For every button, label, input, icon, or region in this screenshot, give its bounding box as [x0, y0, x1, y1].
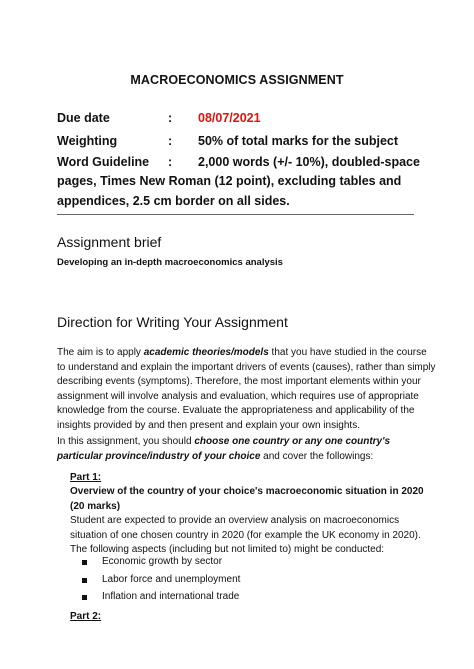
part-1-label: Part 1: [70, 472, 102, 483]
section-heading-direction: Direction for Writing Your Assignment [57, 314, 288, 330]
word-guideline-value: 2,000 words (+/- 10%), doubled-space [198, 155, 420, 169]
paragraph-line: describing events (symptoms). Therefore, the most important elements within your [57, 376, 421, 388]
paragraph-line: Student are expected to provide an overview analysis on macroeconomics [70, 515, 400, 526]
paragraph-line: particular province/industry of your choice and cover the followings: [57, 450, 374, 462]
paragraph-line: assignment will involve analysis and evaluation, which requires use of appropriate [57, 390, 419, 402]
horizontal-divider [57, 214, 414, 215]
paragraph-line [57, 346, 427, 361]
due-date-value: 08/07/2021 [198, 111, 261, 125]
paragraph-instructions [57, 435, 417, 464]
part-1-block [70, 485, 424, 558]
paragraph-line: to understand and explain the important drivers of events (causes), rather than simply [57, 361, 436, 373]
meta-colon: : [168, 111, 173, 125]
meta-label: Weighting [57, 134, 118, 148]
paragraph-line: In this assignment, you should choose one country or any one country's [57, 436, 391, 447]
part-2-label: Part 2: [70, 611, 102, 622]
part-1-title: Overview of the country of your choice's macroeconomic situation in 2020 [70, 486, 424, 497]
paragraph-line: insights provided by and then present and explain your own insights. [57, 419, 360, 431]
list-item-text: Labor force and unemployment [102, 573, 241, 585]
meta-label: Word Guideline [57, 155, 150, 169]
paragraph-line: situation of one chosen country in 2020 (for example the UK economy in 2020). [70, 529, 421, 541]
list-item-text: Economic growth by sector [102, 556, 223, 567]
emphasis-text: choose one country or any one country's [194, 436, 391, 447]
paragraph-line: knowledge from the course. Evaluate the appropriateness and applicability of the [57, 405, 415, 417]
meta-colon: : [168, 155, 173, 169]
meta-continuation: pages, Times New Roman (12 point), excluding tables and [57, 174, 402, 188]
brief-subtitle: Developing an in-depth macroeconomics analysis [57, 257, 283, 268]
square-bullet-icon [82, 560, 87, 565]
part-1-marks: (20 marks) [70, 500, 121, 512]
meta-continuation: appendices, 2.5 cm border on all sides. [57, 194, 290, 208]
weighting-value: 50% of total marks for the subject [198, 134, 399, 148]
square-bullet-icon [82, 595, 87, 600]
emphasis-text: particular province/industry of your choice [57, 450, 261, 462]
aspects-list [82, 556, 240, 609]
section-heading-brief: Assignment brief [57, 234, 162, 250]
list-item [82, 556, 240, 574]
meta-label: Due date [57, 111, 110, 125]
meta-colon: : [168, 134, 173, 148]
emphasis-text: academic theories/models [143, 347, 269, 358]
paragraph-aim [57, 346, 436, 434]
document-title: MACROECONOMICS ASSIGNMENT [130, 73, 344, 87]
square-bullet-icon [82, 578, 87, 583]
list-item [82, 591, 240, 609]
paragraph-line: The following aspects (including but not limited to) might be conducted: [70, 544, 385, 555]
list-item-text: Inflation and international trade [102, 591, 240, 602]
text-run: The aim is to apply academic theories/models that you have studied in the course [57, 347, 427, 358]
list-item [82, 574, 240, 592]
